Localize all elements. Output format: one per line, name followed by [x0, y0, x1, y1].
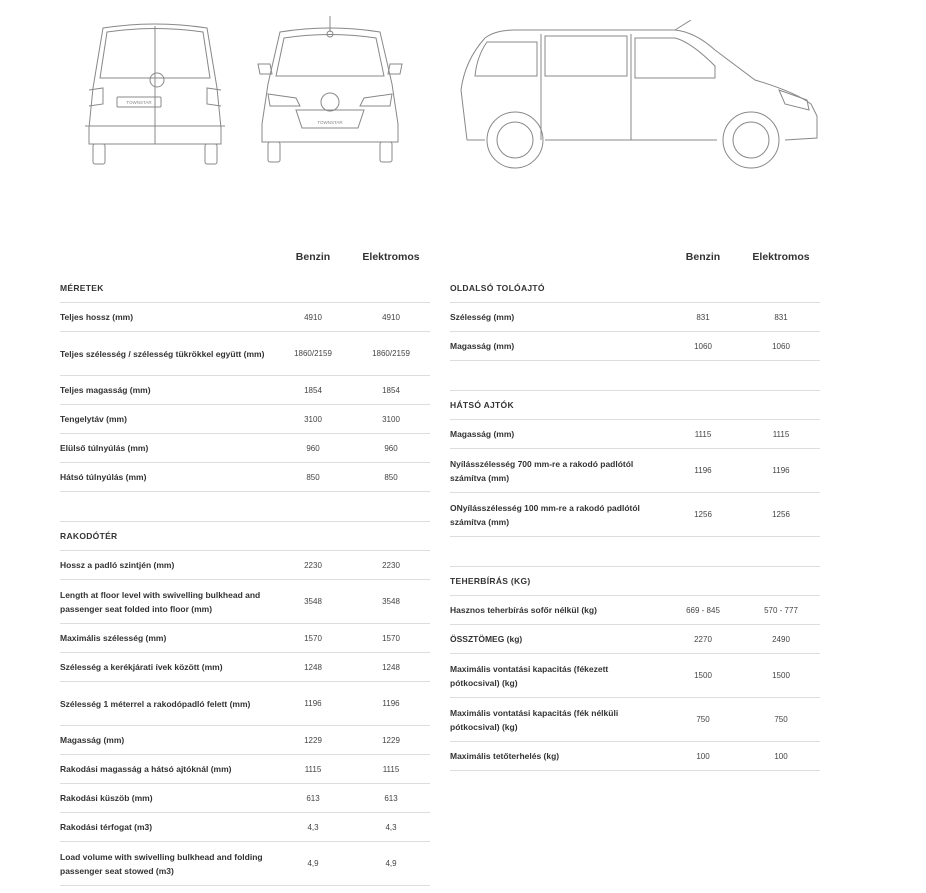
benzin-value: 1196	[304, 699, 322, 708]
benzin-value: 100	[696, 751, 710, 761]
right-table-body	[450, 274, 820, 771]
spec-row	[60, 813, 430, 842]
spec-row	[450, 596, 820, 625]
spec-row	[60, 332, 430, 376]
elektromos-value: 1570	[382, 633, 400, 643]
benzin-value: 1854	[304, 385, 322, 395]
rear-view-drawing	[75, 18, 235, 166]
benzin-value: 1115	[304, 764, 322, 774]
section-title: MÉRETEK	[60, 274, 430, 303]
spec-label: ONyílásszélesség 100 mm-re a rakodó padlótól számítva (mm)	[450, 502, 640, 527]
spec-label: ÖSSZTÖMEG (kg)	[450, 634, 523, 644]
spec-label: Rakodási küszöb (mm)	[60, 793, 153, 803]
spec-row	[450, 742, 820, 771]
benzin-value: 1115	[694, 429, 712, 439]
spec-row	[450, 332, 820, 361]
elektromos-value: 1500	[772, 671, 790, 680]
elektromos-column-header: Elektromos	[362, 251, 420, 263]
front-view-drawing	[250, 14, 410, 166]
spec-label: Rakodási magasság a hátsó ajtóknál (mm)	[60, 764, 232, 774]
spec-label: Maximális szélesség (mm)	[60, 633, 167, 643]
elektromos-value: 831	[774, 312, 788, 322]
benzin-value: 1248	[304, 662, 322, 672]
spec-row	[60, 726, 430, 755]
elektromos-column-header: Elektromos	[752, 251, 810, 263]
section-title: RAKODÓTÉR	[60, 522, 430, 551]
elektromos-value: 4,3	[385, 822, 397, 832]
spec-label: Length at floor level with swivelling bulkhead and passenger seat folded into floor (mm)	[60, 589, 261, 614]
spec-row	[450, 420, 820, 449]
spec-row	[450, 493, 820, 537]
benzin-value: 613	[306, 793, 320, 803]
spec-label: Rakodási térfogat (m3)	[60, 822, 153, 832]
spec-label: Teljes szélesség / szélesség tükrökkel együtt (mm)	[60, 348, 265, 359]
spec-label: Load volume with swivelling bulkhead and folding passenger seat stowed (m3)	[60, 851, 263, 876]
elektromos-value: 960	[384, 443, 398, 453]
elektromos-value: 1115	[382, 764, 400, 774]
benzin-value: 4,9	[307, 859, 319, 868]
elektromos-value: 2490	[772, 634, 790, 644]
column-header	[60, 240, 430, 274]
spec-label: Nyílásszélesség 700 mm-re a rakodó padlótól számítva (mm)	[450, 458, 634, 483]
spec-row	[60, 376, 430, 405]
spec-label: Szélesség (mm)	[450, 312, 515, 322]
elektromos-value: 1248	[382, 662, 400, 672]
section-spacer	[60, 492, 430, 522]
elektromos-value: 1854	[382, 385, 400, 395]
benzin-value: 4,3	[307, 822, 319, 832]
section-title: TEHERBÍRÁS (KG)	[450, 567, 820, 596]
right-spec-table	[450, 240, 820, 771]
spec-row	[60, 580, 430, 624]
spec-row	[450, 303, 820, 332]
spec-row	[60, 784, 430, 813]
elektromos-value: 570 - 777	[764, 605, 798, 615]
benzin-column-header: Benzin	[295, 251, 331, 263]
spec-label: Tengelytáv (mm)	[60, 414, 127, 424]
section-spacer	[450, 361, 820, 391]
spec-label: Maximális vontatási kapacitás (fékezett pótkocsival) (kg)	[450, 663, 609, 688]
spec-label: Teljes hossz (mm)	[60, 312, 134, 322]
elektromos-value: 1196	[772, 466, 790, 475]
spec-row	[450, 698, 820, 742]
elektromos-value: 1115	[772, 429, 790, 439]
benzin-value: 2270	[694, 634, 712, 644]
benzin-value: 2230	[304, 560, 322, 570]
elektromos-value: 1060	[772, 341, 790, 351]
spec-label: Hátsó túlnyúlás (mm)	[60, 472, 147, 482]
front-badge-text: TOWNSTAR	[317, 120, 343, 125]
left-spec-table	[60, 240, 430, 886]
benzin-value: 1256	[694, 510, 712, 519]
benzin-value: 3100	[304, 414, 322, 424]
elektromos-value: 3548	[382, 597, 400, 606]
elektromos-value: 2230	[382, 560, 400, 570]
elektromos-value: 1229	[382, 735, 400, 745]
spec-label: Elülső túlnyúlás (mm)	[60, 443, 149, 453]
benzin-value: 3548	[304, 597, 322, 606]
spec-row	[60, 551, 430, 580]
elektromos-value: 1196	[382, 699, 400, 708]
benzin-value: 1570	[304, 633, 322, 643]
vehicle-drawings	[0, 0, 926, 200]
spec-label: Magasság (mm)	[450, 341, 515, 351]
elektromos-value: 3100	[382, 414, 400, 424]
column-header	[450, 240, 820, 274]
left-table-body	[60, 274, 430, 886]
spec-row	[450, 654, 820, 698]
spec-label: Szélesség a kerékjárati ívek között (mm)	[60, 662, 223, 672]
spec-row	[60, 624, 430, 653]
benzin-value: 831	[696, 312, 710, 322]
spec-label: Magasság (mm)	[60, 735, 125, 745]
benzin-value: 4910	[304, 312, 322, 322]
section-title: HÁTSÓ AJTÓK	[450, 391, 820, 420]
spec-label: Maximális tetőterhelés (kg)	[450, 751, 560, 761]
elektromos-value: 4,9	[385, 859, 397, 868]
elektromos-value: 1860/2159	[372, 349, 410, 358]
spec-row	[60, 682, 430, 726]
benzin-column-header: Benzin	[685, 251, 721, 263]
section-spacer	[450, 537, 820, 567]
spec-row	[60, 303, 430, 332]
benzin-value: 1229	[304, 735, 322, 745]
rear-badge-text: TOWNSTAR	[126, 100, 152, 105]
benzin-value: 1860/2159	[294, 349, 332, 358]
side-view-drawing	[455, 20, 825, 170]
benzin-value: 1500	[694, 671, 712, 680]
spec-label: Szélesség 1 méterrel a rakodópadló felett (mm)	[60, 698, 251, 709]
benzin-value: 1060	[694, 341, 712, 351]
elektromos-value: 850	[384, 472, 398, 482]
spec-label: Magasság (mm)	[450, 429, 515, 439]
elektromos-value: 1256	[772, 510, 790, 519]
spec-row	[60, 653, 430, 682]
benzin-value: 960	[306, 443, 320, 453]
spec-label: Hasznos teherbírás sofőr nélkül (kg)	[450, 605, 597, 615]
spec-row	[60, 434, 430, 463]
spec-row	[450, 625, 820, 654]
benzin-value: 669 - 845	[686, 605, 720, 615]
spec-row	[60, 755, 430, 784]
spec-row	[60, 463, 430, 492]
spec-label: Hossz a padló szintjén (mm)	[60, 560, 175, 570]
elektromos-value: 750	[774, 715, 788, 724]
benzin-value: 750	[696, 715, 710, 724]
spec-label: Maximális vontatási kapacitás (fék nélküli pótkocsival) (kg)	[450, 707, 619, 732]
elektromos-value: 613	[384, 793, 398, 803]
elektromos-value: 4910	[382, 312, 400, 322]
spec-row	[60, 405, 430, 434]
elektromos-value: 100	[774, 751, 788, 761]
benzin-value: 1196	[694, 466, 712, 475]
spec-label: Teljes magasság (mm)	[60, 385, 151, 395]
spec-row	[450, 449, 820, 493]
benzin-value: 850	[306, 472, 320, 482]
section-title: OLDALSÓ TOLÓAJTÓ	[450, 274, 820, 303]
spec-row	[60, 842, 430, 886]
